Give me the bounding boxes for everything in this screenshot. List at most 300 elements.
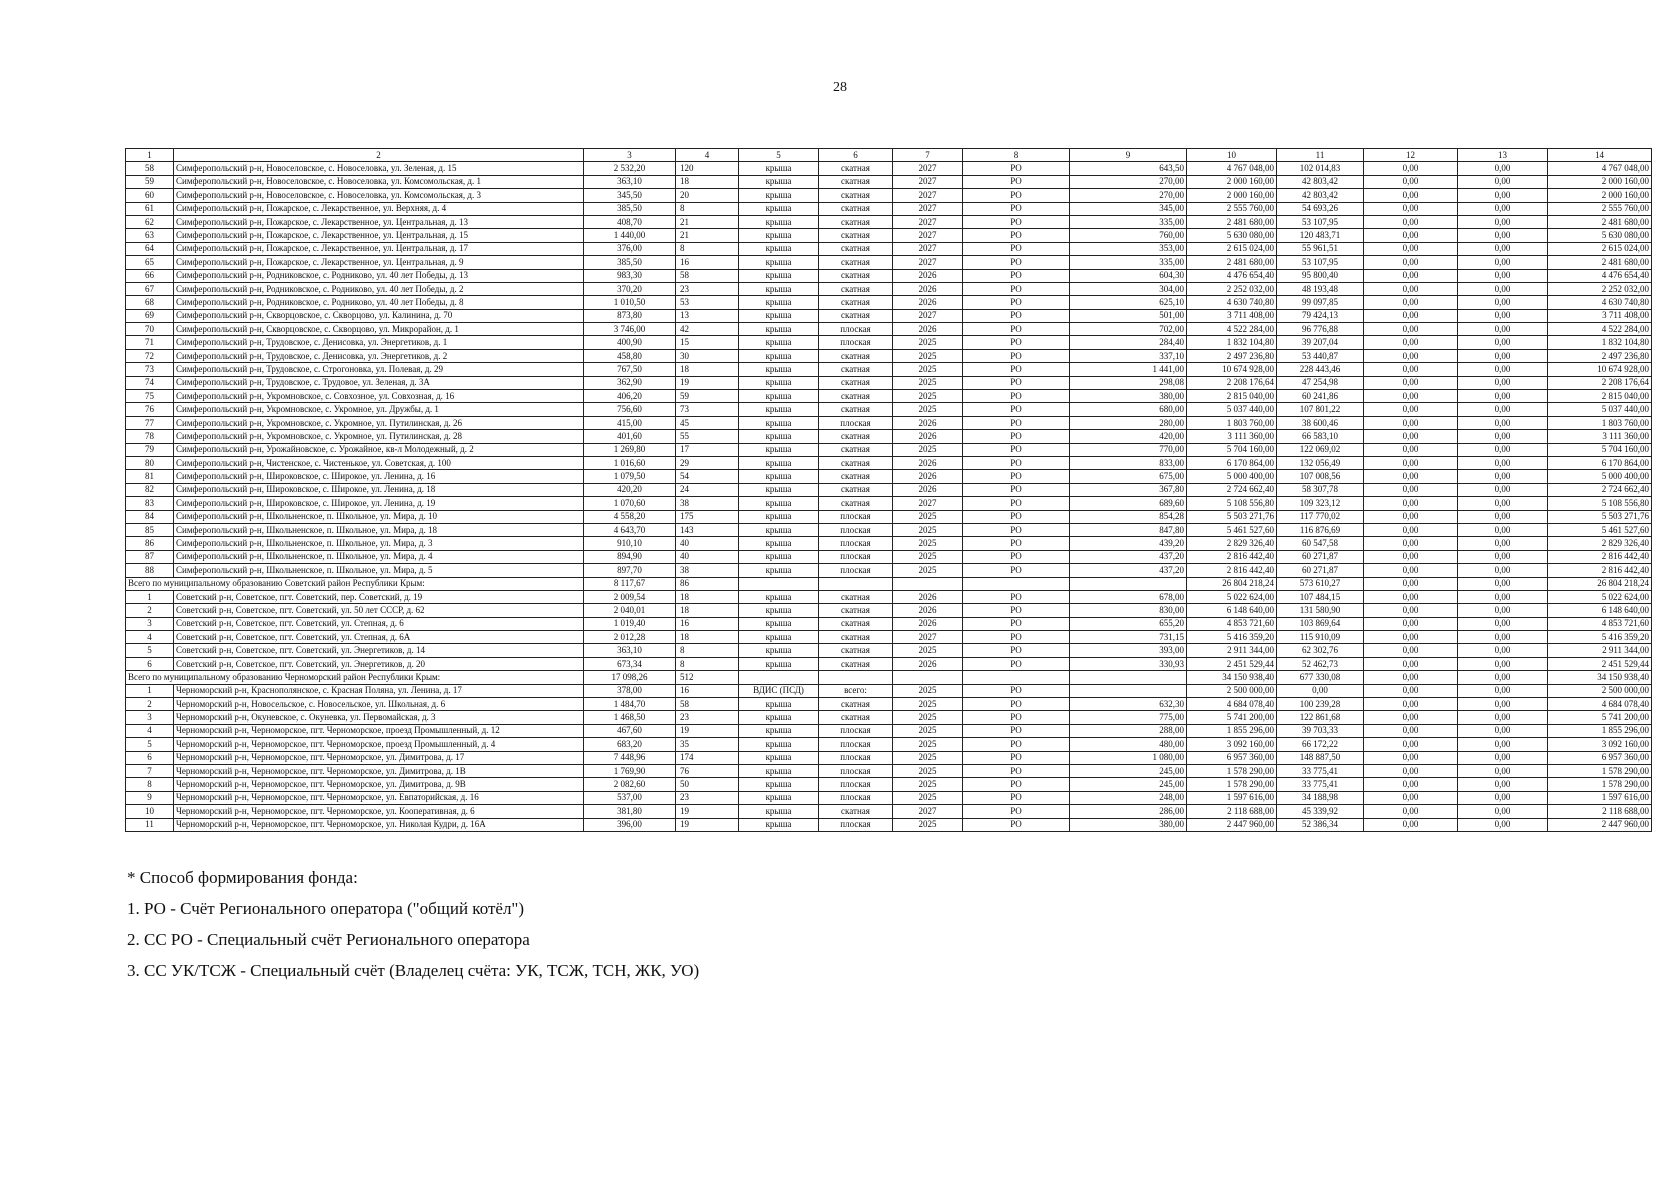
table-cell: 3 111 360,00 [1187,430,1277,443]
table-cell: 81 [126,470,174,483]
table-cell: скатная [819,590,893,603]
table-cell: 2 815 040,00 [1187,390,1277,403]
table-cell: 73 [676,403,739,416]
table-cell: 437,20 [1070,564,1187,577]
table-row [126,376,1652,389]
table-cell: 0,00 [1364,269,1458,282]
table-cell: скатная [819,430,893,443]
table-cell: РО [963,657,1070,670]
table-cell: РО [963,510,1070,523]
table-row [126,242,1652,255]
table-cell: 102 014,83 [1277,162,1364,175]
note-item-1: 1. РО - Счёт Регионального оператора ("общий котёл") [127,899,525,918]
table-cell: Симферопольский р-н, Новоселовское, с. Новоселовка, ул. Комсомольская, д. 1 [174,175,584,188]
table-cell: 625,10 [1070,296,1187,309]
table-row [126,390,1652,403]
table-cell: плоская [819,818,893,831]
table-cell: плоская [819,751,893,764]
table-cell: 20 [676,189,739,202]
table-cell: 0,00 [1364,202,1458,215]
table-cell: 678,00 [1070,590,1187,603]
table-cell: Симферопольский р-н, Школьненское, п. Школьное, ул. Мира, д. 10 [174,510,584,523]
table-row [126,564,1652,577]
table-cell: 731,15 [1070,631,1187,644]
table-cell: 3 711 408,00 [1548,309,1652,322]
table-row [126,483,1652,496]
table-cell: 1 441,00 [1070,363,1187,376]
table-cell: 2026 [893,282,963,295]
table-cell: скатная [819,483,893,496]
table-cell: 1 [126,590,174,603]
total-area: 8 117,67 [584,577,676,590]
table-cell: 401,60 [584,430,676,443]
table-cell: РО [963,309,1070,322]
table-cell: 21 [676,229,739,242]
table-cell: 0,00 [1364,497,1458,510]
table-cell: 39 703,33 [1277,724,1364,737]
table-cell: Симферопольский р-н, Пожарское, с. Лекарственное, ул. Центральная, д. 9 [174,256,584,269]
table-cell: 0,00 [1458,724,1548,737]
table-cell: 0,00 [1458,242,1548,255]
table-cell: 84 [126,510,174,523]
table-cell: 0,00 [1458,764,1548,777]
table-cell: 59 [676,390,739,403]
table-cell: крыша [739,818,819,831]
column-number-header: 14 [1548,149,1652,162]
table-cell: 0,00 [1458,416,1548,429]
table-cell: РО [963,363,1070,376]
table-cell: 2025 [893,403,963,416]
table-cell: 830,00 [1070,604,1187,617]
table-cell: Черноморский р-н, Окуневское, с. Окуневка, ул. Первомайская, д. 3 [174,711,584,724]
table-cell: 1 855 296,00 [1548,724,1652,737]
table-cell: 467,60 [584,724,676,737]
table-cell: 362,90 [584,376,676,389]
table-cell: 79 424,13 [1277,309,1364,322]
table-cell: крыша [739,751,819,764]
table-row [126,269,1652,282]
table-cell: плоская [819,724,893,737]
table-cell: скатная [819,189,893,202]
table-cell: 18 [676,363,739,376]
table-cell: 2 555 760,00 [1187,202,1277,215]
table-cell: 2025 [893,818,963,831]
table-cell: 8 [126,778,174,791]
table-cell: крыша [739,242,819,255]
table-cell: 87 [126,550,174,563]
table-cell: 0,00 [1364,604,1458,617]
table-cell: РО [963,564,1070,577]
table-cell: скатная [819,711,893,724]
table-cell: 131 580,90 [1277,604,1364,617]
table-row [126,349,1652,362]
table-cell: Симферопольский р-н, Пожарское, с. Лекарственное, ул. Центральная, д. 13 [174,215,584,228]
table-cell: 2 500 000,00 [1187,684,1277,697]
column-number-header: 13 [1458,149,1548,162]
table-cell: 1 468,50 [584,711,676,724]
table-cell: скатная [819,376,893,389]
empty-cell [739,671,819,684]
table-row [126,550,1652,563]
table-cell: крыша [739,162,819,175]
table-cell: 0,00 [1364,724,1458,737]
table-cell: РО [963,456,1070,469]
table-cell: 8 [676,657,739,670]
table-cell: плоская [819,550,893,563]
table-cell: скатная [819,403,893,416]
table-cell: 2026 [893,604,963,617]
table-cell: 5 416 359,20 [1548,631,1652,644]
table-cell: 16 [676,617,739,630]
table-cell: Симферопольский р-н, Трудовское, с. Строгоновка, ул. Полевая, д. 29 [174,363,584,376]
table-cell: 45 [676,416,739,429]
table-cell: 298,08 [1070,376,1187,389]
table-row [126,711,1652,724]
table-cell: 2 009,54 [584,590,676,603]
table-cell: 2026 [893,430,963,443]
table-cell: 52 386,34 [1277,818,1364,831]
table-cell: РО [963,443,1070,456]
table-cell: 42 [676,323,739,336]
table-cell: 833,00 [1070,456,1187,469]
table-cell: 3 111 360,00 [1548,430,1652,443]
empty-cell [819,577,893,590]
table-cell: 2027 [893,242,963,255]
table-cell: 54 [676,470,739,483]
column-number-header: 1 [126,149,174,162]
table-cell: Симферопольский р-н, Укромновское, с. Укромное, ул. Дружбы, д. 1 [174,403,584,416]
table-cell: скатная [819,470,893,483]
table-cell: крыша [739,711,819,724]
total-area: 17 098,26 [584,671,676,684]
table-cell: 38 [676,564,739,577]
table-cell: 67 [126,282,174,295]
table-cell: 0,00 [1458,363,1548,376]
table-cell: 60 241,86 [1277,390,1364,403]
table-cell: 4 767 048,00 [1548,162,1652,175]
table-cell: 2025 [893,684,963,697]
table-cell: 2 911 344,00 [1548,644,1652,657]
table-cell: РО [963,336,1070,349]
table-cell: 2025 [893,644,963,657]
table-cell: 10 674 928,00 [1548,363,1652,376]
table-cell: скатная [819,242,893,255]
table-cell: 45 339,92 [1277,805,1364,818]
table-cell: 19 [676,805,739,818]
table-cell: 0,00 [1364,215,1458,228]
table-cell: 0,00 [1364,162,1458,175]
table-cell: 21 [676,215,739,228]
empty-cell [739,577,819,590]
table-cell: 64 [126,242,174,255]
table-cell: 0,00 [1458,818,1548,831]
table-cell: РО [963,269,1070,282]
table-cell: плоская [819,564,893,577]
table-cell: скатная [819,456,893,469]
table-cell: 0,00 [1364,657,1458,670]
table-cell: 39 207,04 [1277,336,1364,349]
table-cell: 19 [676,818,739,831]
table-cell: 0,00 [1458,269,1548,282]
district-total-label: Всего по муниципальному образованию Советский район Республики Крым: [126,577,584,590]
table-cell: 71 [126,336,174,349]
table-row [126,162,1652,175]
table-cell: 115 910,09 [1277,631,1364,644]
table-cell: РО [963,751,1070,764]
table-cell: 2025 [893,698,963,711]
table-cell: 5 461 527,60 [1548,523,1652,536]
table-cell: крыша [739,215,819,228]
table-cell: 2026 [893,456,963,469]
total-cost: 26 804 218,24 [1187,577,1277,590]
table-cell: 42 803,42 [1277,189,1364,202]
table-cell: 378,00 [584,684,676,697]
table-cell: 60 271,87 [1277,564,1364,577]
table-cell: Симферопольский р-н, Скворцовское, с. Скворцово, ул. Микрорайон, д. 1 [174,323,584,336]
table-row [126,403,1652,416]
table-cell: 0,00 [1458,443,1548,456]
total-cost: 34 150 938,40 [1187,671,1277,684]
table-cell: РО [963,376,1070,389]
table-cell: 76 [126,403,174,416]
table-cell: РО [963,644,1070,657]
table-cell: 5 [126,644,174,657]
district-total-row [126,671,1652,684]
table-cell: 11 [126,818,174,831]
table-cell: Черноморский р-н, Черноморское, пгт. Черноморское, ул. Евпаторийская, д. 16 [174,791,584,804]
table-cell: РО [963,323,1070,336]
table-cell: РО [963,162,1070,175]
table-cell: Черноморский р-н, Черноморское, пгт. Черноморское, ул. Николая Кудри, д. 16А [174,818,584,831]
table-cell: 40 [676,550,739,563]
table-cell: 1 578 290,00 [1548,764,1652,777]
table-cell: 1 578 290,00 [1548,778,1652,791]
table-cell: РО [963,523,1070,536]
table-cell: 0,00 [1364,778,1458,791]
table-cell: 86 [126,537,174,550]
table-cell: 76 [676,764,739,777]
table-cell: 5 [126,738,174,751]
table-cell: 0,00 [1364,456,1458,469]
table-cell: 107 008,56 [1277,470,1364,483]
table-cell: 1 832 104,80 [1548,336,1652,349]
column-number-header: 3 [584,149,676,162]
table-cell: 63 [126,229,174,242]
table-cell: Симферопольский р-н, Новоселовское, с. Новоселовка, ул. Зеленая, д. 15 [174,162,584,175]
table-cell: 0,00 [1364,711,1458,724]
table-cell: 5 037 440,00 [1548,403,1652,416]
table-cell: 122 069,02 [1277,443,1364,456]
table-cell: 5 741 200,00 [1187,711,1277,724]
table-cell: 103 869,64 [1277,617,1364,630]
table-cell: 117 770,02 [1277,510,1364,523]
table-row [126,416,1652,429]
table-cell: Черноморский р-н, Черноморское, пгт. Черноморское, ул. Кооперативная, д. 6 [174,805,584,818]
table-cell: 0,00 [1364,751,1458,764]
table-cell: 2 815 040,00 [1548,390,1652,403]
table-cell: РО [963,430,1070,443]
table-cell: 2 497 236,80 [1187,349,1277,362]
table-cell: 0,00 [1364,336,1458,349]
table-cell: РО [963,229,1070,242]
table-row [126,590,1652,603]
table-cell: 0,00 [1364,537,1458,550]
table-cell: 2026 [893,483,963,496]
table-cell: 0,00 [1364,175,1458,188]
table-cell: 2 532,20 [584,162,676,175]
table-row [126,751,1652,764]
table-cell: 873,80 [584,309,676,322]
table-cell: 2026 [893,470,963,483]
table-row [126,202,1652,215]
table-cell: РО [963,764,1070,777]
table-cell: 270,00 [1070,189,1187,202]
table-cell: 60 [126,189,174,202]
table-cell: скатная [819,644,893,657]
table-cell: 0,00 [1364,296,1458,309]
table-cell: 80 [126,456,174,469]
table-cell: 770,00 [1070,443,1187,456]
table-cell: 2 481 680,00 [1548,215,1652,228]
table-cell: 8 [676,644,739,657]
table-cell: 0,00 [1364,363,1458,376]
table-cell: РО [963,711,1070,724]
table-cell: 6 148 640,00 [1548,604,1652,617]
table-cell: 4 558,20 [584,510,676,523]
table-cell: Симферопольский р-н, Широковское, с. Широкое, ул. Ленина, д. 19 [174,497,584,510]
table-cell: 0,00 [1364,349,1458,362]
table-cell: крыша [739,564,819,577]
table-cell: крыша [739,778,819,791]
table-cell: 0,00 [1364,617,1458,630]
table-cell: крыша [739,657,819,670]
total-col-14: 26 804 218,24 [1548,577,1652,590]
table-cell: 0,00 [1364,416,1458,429]
table-cell: крыша [739,202,819,215]
table-cell: 270,00 [1070,175,1187,188]
table-cell: 680,00 [1070,403,1187,416]
table-cell: Советский р-н, Советское, пгт. Советский, ул. 50 лет СССР, д. 62 [174,604,584,617]
table-row [126,805,1652,818]
table-cell: 38 [676,497,739,510]
column-number-header: 11 [1277,149,1364,162]
table-cell: 0,00 [1458,470,1548,483]
table-cell: РО [963,175,1070,188]
table-cell: 537,00 [584,791,676,804]
table-cell: 19 [676,376,739,389]
table-cell: 458,80 [584,349,676,362]
table-cell: 23 [676,791,739,804]
table-cell: 0,00 [1458,202,1548,215]
table-cell: 480,00 [1070,738,1187,751]
table-cell: 288,00 [1070,724,1187,737]
table-cell: 2025 [893,537,963,550]
table-row [126,778,1652,791]
table-cell: 2026 [893,296,963,309]
table-cell: 0,00 [1458,282,1548,295]
table-cell: 58 [676,698,739,711]
table-cell: 0,00 [1458,738,1548,751]
table-cell: 99 097,85 [1277,296,1364,309]
table-cell: 5 503 271,76 [1548,510,1652,523]
table-cell: 0,00 [1364,764,1458,777]
table-cell: 5 630 080,00 [1187,229,1277,242]
table-cell: 5 022 624,00 [1548,590,1652,603]
table-cell: РО [963,590,1070,603]
table-cell: 604,30 [1070,269,1187,282]
table-cell: 2027 [893,162,963,175]
table-row [126,724,1652,737]
table-row [126,323,1652,336]
table-row [126,698,1652,711]
table-row [126,215,1652,228]
table-cell: крыша [739,296,819,309]
table-cell: 854,28 [1070,510,1187,523]
table-cell: 0,00 [1458,323,1548,336]
table-cell: 2027 [893,805,963,818]
table-cell: РО [963,282,1070,295]
table-cell: 2 [126,698,174,711]
table-cell: 4 767 048,00 [1187,162,1277,175]
table-cell: 0,00 [1364,738,1458,751]
table-cell: 2026 [893,590,963,603]
table-cell: 420,00 [1070,430,1187,443]
table-cell: 439,20 [1070,537,1187,550]
table-row [126,309,1652,322]
table-cell: РО [963,242,1070,255]
table-cell: 148 887,50 [1277,751,1364,764]
table-cell: 0,00 [1458,617,1548,630]
table-cell: 85 [126,523,174,536]
table-cell: 1 269,80 [584,443,676,456]
table-cell: 2025 [893,550,963,563]
table-cell: 2 724 662,40 [1187,483,1277,496]
table-cell: Симферопольский р-н, Скворцовское, с. Скворцово, ул. Калинина, д. 70 [174,309,584,322]
table-cell: 367,80 [1070,483,1187,496]
table-cell: РО [963,215,1070,228]
table-cell: скатная [819,631,893,644]
column-number-header: 12 [1364,149,1458,162]
table-cell: 0,00 [1458,805,1548,818]
table-row [126,430,1652,443]
table-cell: скатная [819,162,893,175]
table-cell: 50 [676,778,739,791]
table-cell: 18 [676,604,739,617]
capital-repair-table [125,148,1652,832]
table-cell: 2025 [893,349,963,362]
table-cell: крыша [739,323,819,336]
table-row [126,510,1652,523]
table-cell: крыша [739,443,819,456]
table-cell: 689,60 [1070,497,1187,510]
table-cell: 4 522 284,00 [1548,323,1652,336]
table-cell: 0,00 [1458,175,1548,188]
table-cell: 2 816 442,40 [1187,564,1277,577]
table-cell: 72 [126,349,174,362]
table-cell: 47 254,98 [1277,376,1364,389]
table-cell: 1 010,50 [584,296,676,309]
table-cell: 2 481 680,00 [1548,256,1652,269]
table-cell: 5 108 556,80 [1187,497,1277,510]
table-cell: Черноморский р-н, Новосельское, с. Новосельское, ул. Школьная, д. 6 [174,698,584,711]
table-cell: крыша [739,470,819,483]
table-cell: 88 [126,564,174,577]
table-cell: 5 741 200,00 [1548,711,1652,724]
table-cell: 415,00 [584,416,676,429]
table-cell: РО [963,805,1070,818]
table-cell: 2 252 032,00 [1187,282,1277,295]
table-cell: 5 416 359,20 [1187,631,1277,644]
